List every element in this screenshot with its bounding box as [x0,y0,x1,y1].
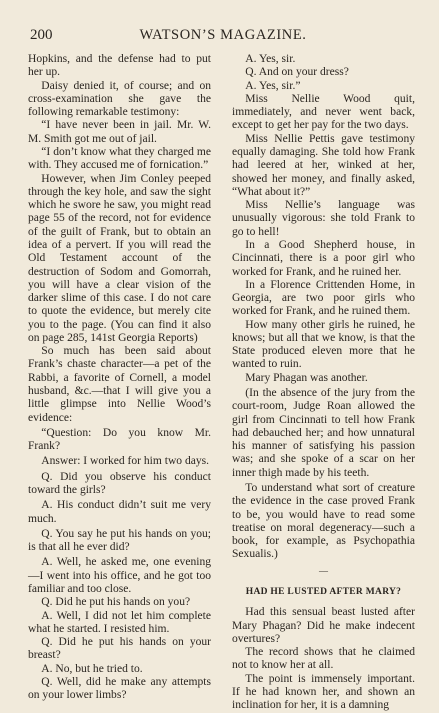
testimony-answer: A. Yes, sir. [245,53,296,65]
testimony-question: “Question: Do you know Mr. Frank? [28,426,211,453]
paragraph: However, when Jim Conley peeped through the key hole, and saw the sight which he swore he saw, you might read page 55 of the record, not for evidence of the guilt of Frank, but to obtain an idea of a pervert. If you will read the Old Testament account of the destruction of Sodom and Gomorrah, you will have a clear vision of the darker slime of this case. I do not care to quote the evidence, but merely cite you to the page. (You can find it also on page 285, 141st Georgia Reports) [28,172,211,344]
quote-paragraph: “I don’t know what they charged me with. They accused me of fornication.” [28,145,211,172]
paragraph: Miss Nellie Wood quit, immediately, and never went back, except to get her pay for the two days. [232,92,415,132]
paragraph: Mary Phagan was another. [245,371,368,384]
paragraph: Miss Nellie Pettis gave testimony equally damaging. She told how Frank had leered at her, winked at her, showed her money, and finally asked, “What about it?” [232,132,415,198]
section-heading: HAD HE LUSTED AFTER MARY? [245,586,402,597]
testimony-question: Q. Did he put his hands on your breast? [28,636,211,662]
testimony-question: Q. Did he put his hands on you? [41,596,191,609]
quote-paragraph: “I have never been in jail. Mr. W. M. Smith got me out of jail. [28,119,211,145]
page-header [28,27,418,45]
paragraph: So much has been said about Frank’s chaste character—a pet of the Rabbi, a favorite of Cornell, a model husband, &c.—that I will give you a little glimpse into Nellie Wood’s evidence: [28,345,211,424]
left-column [28,53,211,703]
paragraph: Had this sensual beast lusted after Mary Phagan? Did he make indecent overtures? [232,606,415,645]
testimony-answer: Answer: I worked for him two days. [41,455,209,468]
testimony-question: Q. You say he put his hands on you; is that all he ever did? [28,527,211,554]
testimony-question: Q. And on your dress? [245,66,349,79]
paragraph: To understand what sort of creature the evidence in the case proved Frank to be, you would have to read some treatise on moral degeneracy—such a book, for example, as Psychopathia Sexualis.) [232,482,415,561]
paragraph: In a Florence Crittenden Home, in Georgia, are two poor girls who worked for Frank, and he ruined them. [232,278,415,318]
right-column [232,53,415,713]
section-rule: — [319,565,328,576]
magazine-title: WATSON’S MAGAZINE. [139,27,307,43]
paragraph: Hopkins, and the defense had to put her up. [28,53,211,79]
paragraph: How many other girls he ruined, he knows; but all that we know, is that the State produced eleven more that he wanted to ruin. [232,318,415,371]
paragraph: In a Good Shepherd house, in Cincinnati, there is a poor girl who worked for Frank, and he ruined her. [232,238,415,278]
testimony-answer: A. His conduct didn’t suit me very much. [28,499,211,525]
testimony-answer: A. Yes, sir.” [245,79,301,92]
testimony-answer: A. No, but he tried to. [41,662,143,675]
paragraph: The record shows that he claimed not to know her at all. [232,646,415,672]
paragraph: The point is immensely important. If he had known her, and shown an inclination for her, it is a damning [232,672,415,712]
page-number: 200 [30,27,53,43]
paragraph: Daisy denied it, of course; and on cross-examination she gave the following remarkable testimony: [28,79,211,119]
paragraph: (In the absence of the jury from the court-room, Judge Roan allowed the girl from Cincinnati to tell how Frank had debauched her; and how unnatural his manner of satisfying his passion was; and she spoke of a scar on her inner thigh made by his teeth. [232,387,415,479]
testimony-answer: A. Well, he asked me, one evening —I went into his office, and he got too familiar and too close. [28,556,211,595]
paragraph: Miss Nellie’s language was unusually vigorous: she told Frank to go to hell! [232,199,415,238]
testimony-answer: A. Well, I did not let him complete what he started. I resisted him. [28,609,211,635]
testimony-question: Q. Well, did he make any attempts on your lower limbs? [28,675,211,702]
testimony-question: Q. Did you observe his conduct toward the girls? [28,470,211,496]
